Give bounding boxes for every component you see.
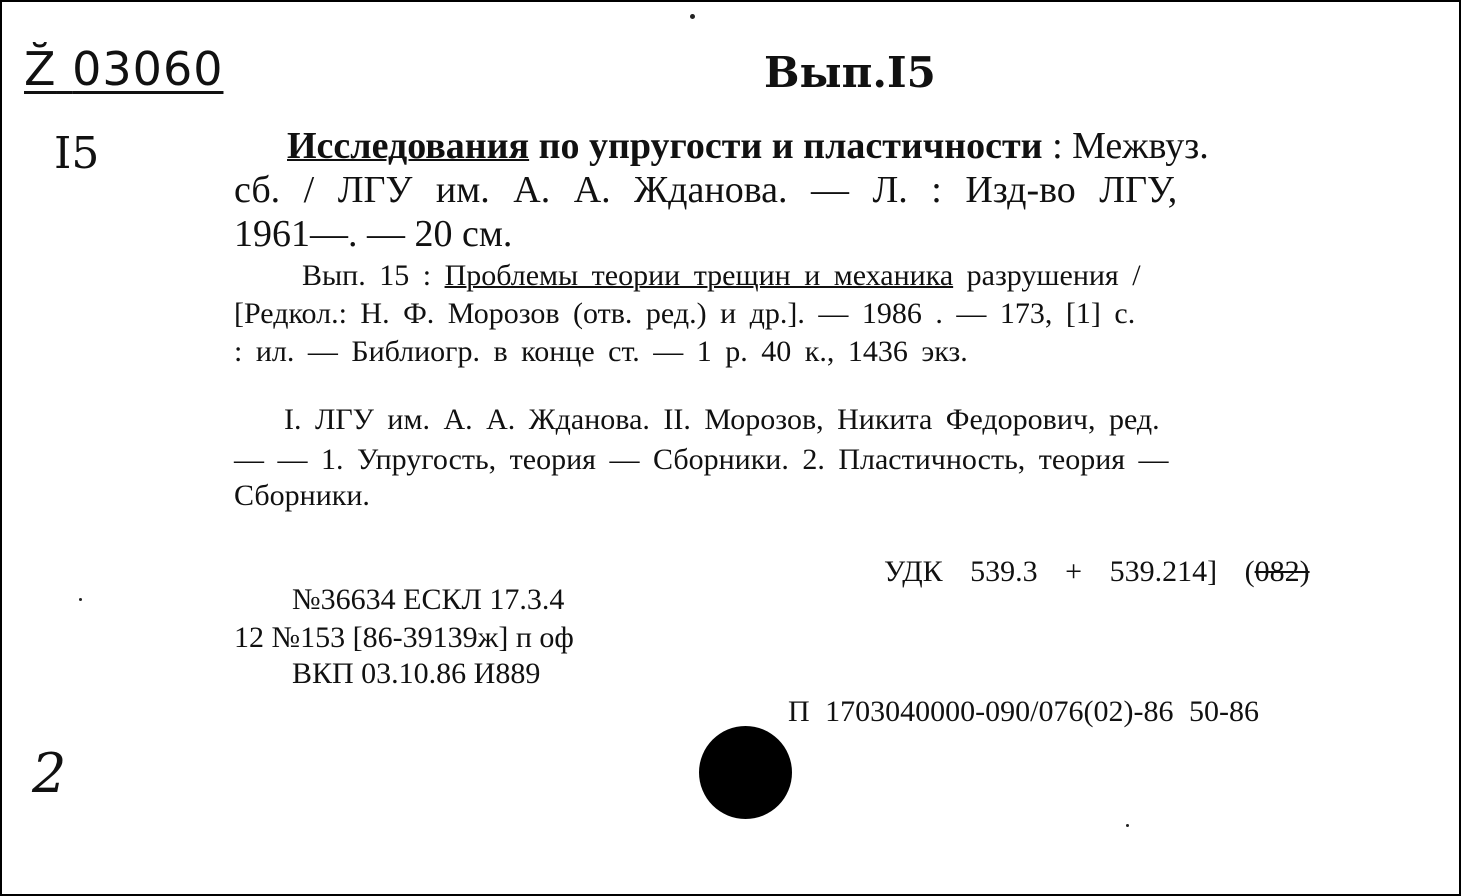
physical-line: : ил. — Библиогр. в конце ст. — 1 р. 40 к., 1436 экз. xyxy=(234,335,968,368)
title-tail: : Межвуз. xyxy=(1042,125,1209,167)
udk-code xyxy=(884,554,1310,590)
speck xyxy=(79,598,82,601)
speck xyxy=(1126,824,1129,827)
imprint-line: сб. / ЛГУ им. А. А. Жданова. — Л. : Изд-во ЛГУ, xyxy=(234,169,1178,211)
tech-line-3: ВКП 03.10.86 И889 xyxy=(292,657,541,690)
punch-hole xyxy=(699,726,792,819)
title-lead: Исследования xyxy=(287,125,530,167)
tracings-line-2: — — 1. Упругость, теория — Сборники. 2. Пластичность, теория — xyxy=(234,443,1169,476)
tech-line-1: №36634 ЕСКЛ 17.3.4 xyxy=(292,583,565,616)
udk-struck: 082) xyxy=(1254,555,1310,588)
editors-line: [Редкол.: Н. Ф. Морозов (отв. ред.) и др.]. — 1986 . — 173, [1] с. xyxy=(234,297,1136,330)
volume-title: Проблемы теории трещин и механика xyxy=(444,259,954,292)
title-rest: по упругости и пластичности xyxy=(529,125,1043,167)
volume-title-line xyxy=(302,258,1141,294)
title-line xyxy=(287,124,1209,168)
tracings-line-3: Сборники. xyxy=(234,479,370,512)
speck xyxy=(690,14,695,19)
tech-line-2: 12 №153 [86-39139ж] п оф xyxy=(234,621,574,654)
handwritten-number: 2 xyxy=(32,742,67,805)
volume-title-rest: разрушения / xyxy=(953,259,1141,292)
price-code: П 1703040000-090/076(02)-86 50-86 xyxy=(788,695,1259,728)
shelf-mark-prefix: Z̆ xyxy=(24,42,57,96)
volume-handwritten: Вып.I5 xyxy=(764,48,936,97)
udk-main: УДК 539.3 + 539.214] ( xyxy=(884,555,1255,588)
dates-line: 1961—. — 20 см. xyxy=(234,213,513,255)
shelf-mark-number: 03060 xyxy=(72,42,224,96)
tracings-line-1: I. ЛГУ им. А. А. Жданова. II. Морозов, Никита Федорович, ред. xyxy=(284,403,1160,436)
volume-prefix: Вып. 15 : xyxy=(302,259,445,292)
volume-left-mark: I5 xyxy=(54,128,100,179)
shelf-mark xyxy=(24,42,223,96)
